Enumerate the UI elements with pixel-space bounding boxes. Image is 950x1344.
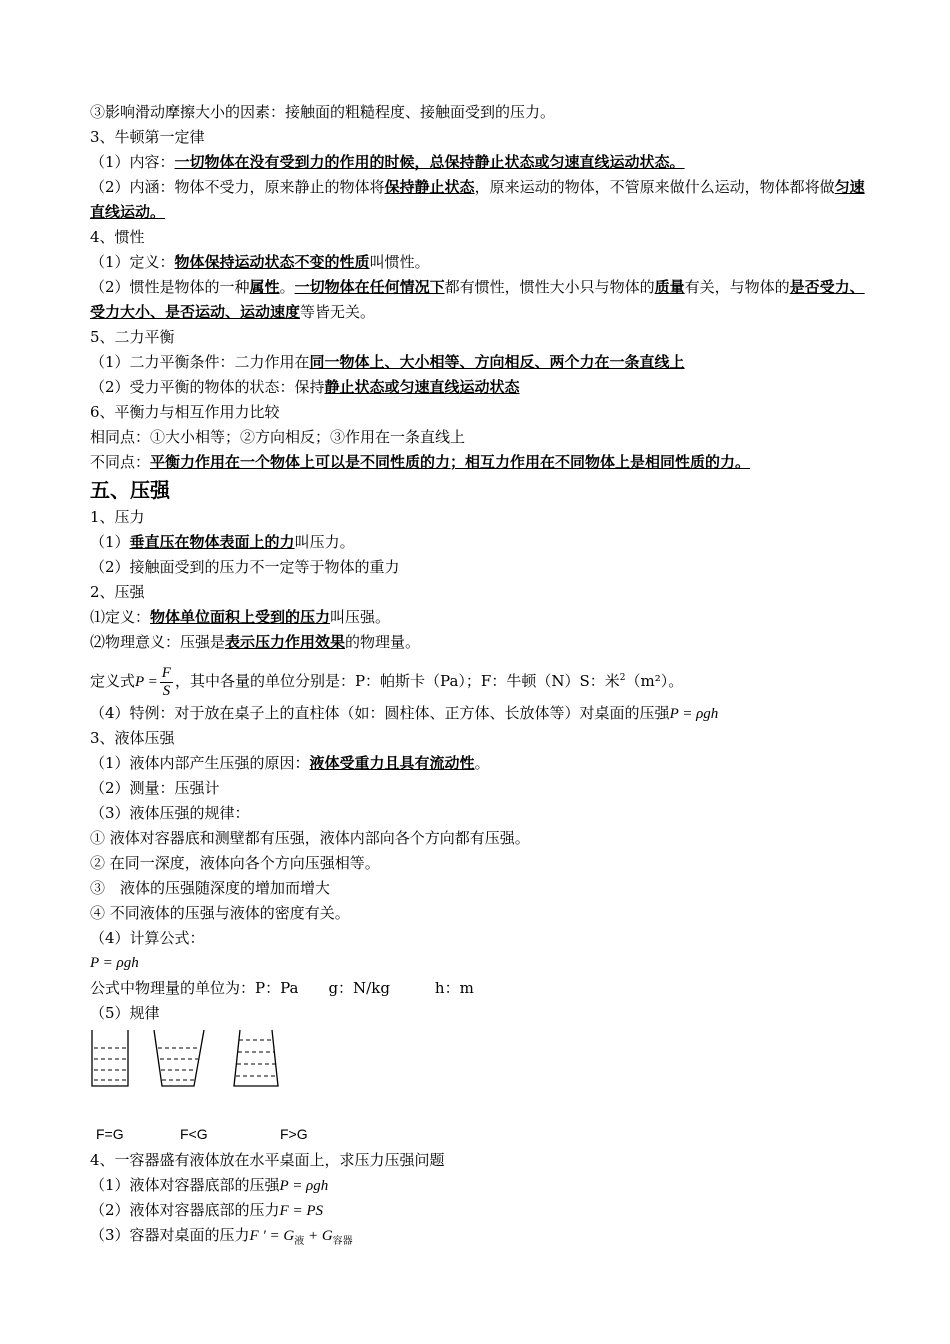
- text-span: 叫压力。: [294, 533, 355, 551]
- key-phrase: 一切物体在没有受到力的作用的时候，总保持静止状态或匀速直线运动状态。: [174, 153, 685, 171]
- text-span: （1）液体对容器底部的压强: [90, 1176, 280, 1194]
- text-line: [90, 701, 870, 726]
- text-line: 公式中物理量的单位为：P：Pa g：N/kg h：m: [90, 979, 474, 997]
- key-phrase: 表示压力作用效果: [225, 633, 346, 651]
- key-phrase: 同一物体上、大小相等、方向相反、两个力在一条直线上: [309, 353, 685, 371]
- text-span: 叫惯性。: [369, 253, 430, 271]
- flared-container-figure: [154, 1030, 204, 1086]
- text-line: 相同点：①大小相等；②方向相反；③作用在一条直线上: [90, 428, 466, 446]
- container-figures: [90, 1026, 870, 1126]
- formula-lhs: P =: [135, 674, 158, 690]
- section-title: 1、压力: [90, 508, 145, 526]
- formula-part: + G: [304, 1228, 333, 1244]
- text-span: 叫压强。: [330, 608, 391, 626]
- text-span: 不同点：: [90, 453, 151, 471]
- figure-label-equal: F=G: [96, 1126, 124, 1142]
- fraction-denominator: S: [162, 682, 171, 699]
- key-phrase: 静止状态或匀速直线运动状态: [324, 378, 520, 396]
- text-span: 都有惯性，惯性大小只与物体的: [444, 278, 655, 296]
- straight-container-figure: [92, 1030, 128, 1086]
- superscript: 2: [619, 673, 626, 683]
- text-span: 。: [474, 754, 490, 772]
- text-span: （1）液体内部产生压强的原因：: [90, 754, 310, 772]
- text-span: ，原来运动的物体，不管原来做什么运动，物体都将做: [474, 178, 835, 196]
- text-span: （4）特例：对于放在桌子上的直柱体（如：圆柱体、正方体、长放体等）对桌面的压强: [90, 704, 670, 722]
- text-span: 的物理量。: [345, 633, 421, 651]
- text-span: （1）二力平衡条件：二力作用在: [90, 353, 310, 371]
- text-span: （1）: [90, 533, 130, 551]
- text-span: （2）内涵：物体不受力，原来静止的物体将: [90, 178, 385, 196]
- text-span: （2）惯性是物体的一种: [90, 278, 250, 296]
- formula: P = ρgh: [669, 706, 719, 722]
- text-line: [90, 1223, 870, 1248]
- text-span: （1）定义：: [90, 253, 175, 271]
- text-paragraph: [90, 275, 870, 325]
- text-line: ① 液体对容器底和测壁都有压强，液体内部向各个方向都有压强。: [90, 829, 530, 847]
- key-phrase: 匀速直线运动。: [90, 178, 865, 221]
- text-line: [90, 630, 870, 655]
- text-line: [90, 751, 870, 776]
- formula: [249, 1228, 353, 1247]
- chapter-heading: 五、压强: [90, 478, 170, 502]
- subscript: 容器: [332, 1236, 353, 1247]
- text-line: ③影响滑动摩擦大小的因素：接触面的粗糙程度、接触面受到的压力。: [90, 103, 556, 121]
- key-phrase: 是否受力、受力大小、是否运动、运动速度: [90, 278, 865, 321]
- section-title: 4、惯性: [90, 228, 145, 246]
- section-title: 6、平衡力与相互作用力比较: [90, 403, 280, 421]
- formula: P = ρgh: [279, 1178, 329, 1194]
- text-span: （1）内容：: [90, 153, 175, 171]
- key-phrase: 保持静止状态: [384, 178, 475, 196]
- text-span: ，其中各量的单位分别是：P：帕斯卡（Pa）；F：牛顿（N）S：米: [174, 672, 620, 690]
- text-line: [90, 605, 870, 630]
- text-line: ② 在同一深度，液体向各个方向压强相等。: [90, 854, 380, 872]
- text-span: 有关，与物体的: [684, 278, 790, 296]
- key-phrase: 质量: [654, 278, 685, 296]
- figure-labels: [90, 1126, 870, 1148]
- text-line: [90, 1198, 870, 1223]
- key-phrase: 垂直压在物体表面上的力: [129, 533, 295, 551]
- text-line: （3）液体压强的规律：: [90, 804, 250, 822]
- text-line: （2）测量：压强计: [90, 779, 220, 797]
- text-span: （2）液体对容器底部的压力: [90, 1201, 280, 1219]
- fraction-f-over-s: [160, 665, 173, 700]
- formula-part: F ′ = G: [249, 1228, 295, 1244]
- key-phrase: 物体单位面积上受到的压力: [150, 608, 331, 626]
- text-line: [90, 1173, 870, 1198]
- narrowing-container-figure: [234, 1030, 278, 1086]
- text-span: （3）容器对桌面的压力: [90, 1226, 250, 1244]
- formula-line: [90, 655, 870, 701]
- text-span: （m²）。: [625, 672, 684, 690]
- text-line: （2）接触面受到的压力不一定等于物体的重力: [90, 558, 400, 576]
- text-line: ③ 液体的压强随深度的增加而增大: [90, 879, 331, 897]
- key-phrase: 平衡力作用在一个物体上可以是不同性质的力；相互力作用在不同物体上是相同性质的力。: [150, 453, 751, 471]
- text-line: [90, 250, 870, 275]
- key-phrase: 液体受重力且具有流动性: [309, 754, 475, 772]
- text-span: ⑵物理意义：压强是: [90, 633, 226, 651]
- key-phrase: 属性: [249, 278, 280, 296]
- fraction-numerator: F: [161, 664, 171, 681]
- key-phrase: 一切物体在任何情况下: [294, 278, 445, 296]
- document-page: [90, 100, 870, 1248]
- formula: P = ρgh: [90, 955, 139, 971]
- section-title: 4、一容器盛有液体放在水平桌面上，求压力压强问题: [90, 1151, 445, 1169]
- text-span: ⑴定义：: [90, 608, 151, 626]
- text-line: [90, 450, 870, 475]
- text-span: 。: [279, 278, 295, 296]
- key-phrase: 物体保持运动状态不变的性质: [174, 253, 370, 271]
- text-line: [90, 150, 870, 175]
- figure-label-greater: F>G: [280, 1126, 308, 1142]
- text-line: [90, 375, 870, 400]
- text-line: （5）规律: [90, 1004, 160, 1022]
- figure-label-less: F<G: [180, 1126, 208, 1142]
- text-span: 等皆无关。: [300, 303, 376, 321]
- text-paragraph: [90, 175, 870, 225]
- section-title: 2、压强: [90, 583, 145, 601]
- section-title: 3、液体压强: [90, 729, 175, 747]
- text-line: [90, 350, 870, 375]
- containers-diagram: [90, 1026, 330, 1126]
- text-span: （2）受力平衡的物体的状态：保持: [90, 378, 325, 396]
- text-line: ④ 不同液体的压强与液体的密度有关。: [90, 904, 350, 922]
- section-title: 3、牛顿第一定律: [90, 128, 205, 146]
- text-line: [90, 530, 870, 555]
- subscript: 液: [294, 1236, 305, 1247]
- text-span: 定义式: [90, 672, 136, 690]
- formula: F = PS: [279, 1203, 323, 1219]
- text-line: （4）计算公式：: [90, 929, 205, 947]
- section-title: 5、二力平衡: [90, 328, 175, 346]
